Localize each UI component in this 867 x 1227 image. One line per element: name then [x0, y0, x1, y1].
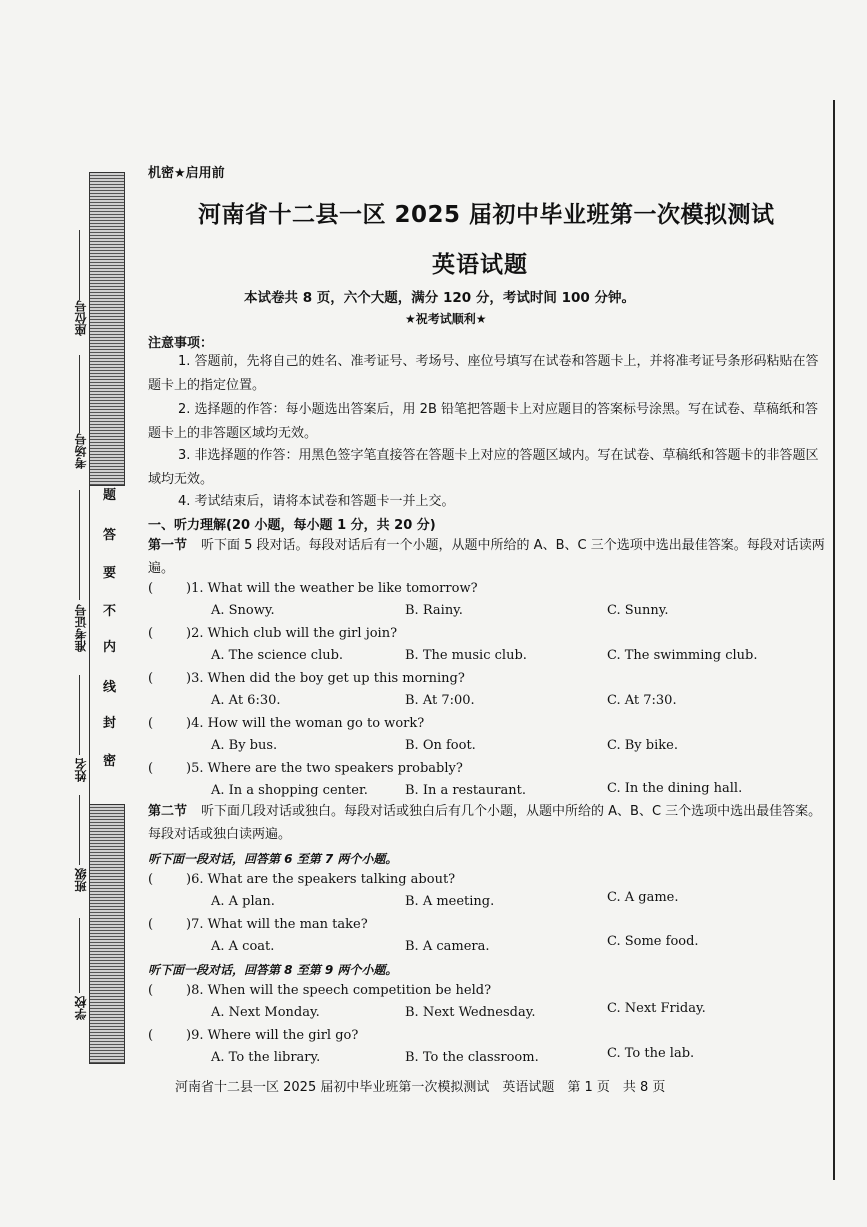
seal-char: 封 — [103, 716, 117, 731]
notice-item: 1. 答题前，先将自己的姓名、准考证号、考场号、座位号填写在试卷和答题卡上，并将准考证号条形码粘贴在答题卡上的指定位置。 — [148, 354, 819, 393]
class-label: 班级 — [74, 868, 88, 892]
section-text: 听下面几段对话或独白。每段对话或独白后有几个小题，从题中所给的 A、B、C 三个选项中选出最佳答案。每段对话或独白读两遍。 — [148, 804, 822, 842]
fill-line — [79, 918, 80, 993]
exam-title: 河南省十二县一区 2025 届初中毕业班第一次模拟测试 — [198, 202, 775, 228]
seal-char: 不 — [103, 604, 117, 619]
seal-char: 线 — [103, 680, 117, 695]
subject-title: 英语试题 — [432, 252, 528, 278]
option-b: B. On foot. — [405, 738, 476, 753]
notice-title: 注意事项： — [148, 336, 214, 351]
fill-line — [79, 490, 80, 600]
binding-line — [89, 484, 90, 804]
page-edge-line — [833, 100, 835, 1180]
section-label: 第二节 — [148, 804, 188, 819]
seal-char: 题 — [103, 488, 117, 503]
option-b: B. In a restaurant. — [405, 783, 526, 798]
question: ( )7. What will the man take? — [148, 917, 368, 932]
page-footer: 河南省十二县一区 2025 届初中毕业班第一次模拟测试 英语试题 第 1 页 共 8 页 — [175, 1080, 666, 1095]
section-text: 听下面 5 段对话。每段对话后有一个小题，从题中所给的 A、B、C 三个选项中选出最佳答案。每段对话读两遍。 — [148, 538, 825, 576]
seal-char: 答 — [103, 528, 117, 543]
option-c: C. Some food. — [607, 934, 699, 949]
option-c: C. The swimming club. — [607, 648, 758, 663]
seal-char: 要 — [103, 566, 117, 581]
option-c: C. By bike. — [607, 738, 678, 753]
option-a: A. The science club. — [211, 648, 344, 663]
question: ( )1. What will the weather be like tomorrow? — [148, 581, 478, 596]
school-label: 学校 — [74, 996, 88, 1020]
seal-char: 内 — [103, 640, 117, 655]
option-c: C. Next Friday. — [607, 1001, 706, 1016]
option-a: A. A coat. — [211, 939, 275, 954]
option-a: A. By bus. — [211, 738, 278, 753]
exam-id-label: 准考证号 — [74, 604, 88, 652]
option-b: B. To the classroom. — [405, 1050, 539, 1065]
question: ( )2. Which club will the girl join? — [148, 626, 398, 641]
section-label: 第一节 — [148, 538, 188, 553]
confidential-mark: 机密★启用前 — [148, 166, 225, 181]
option-b: B. A meeting. — [405, 894, 495, 909]
dialogue-instruction: 听下面一段对话，回答第 6 至第 7 两个小题。 — [148, 852, 398, 866]
notice-item: 3. 非选择题的作答：用黑色签字笔直接答在答题卡上对应的答题区域内。写在试卷、草稿纸和答题卡的非答题区域均无效。 — [148, 448, 819, 487]
option-a: A. At 6:30. — [211, 693, 281, 708]
good-luck-note: ★祝考试顺利★ — [405, 312, 487, 326]
dialogue-instruction: 听下面一段对话，回答第 8 至第 9 两个小题。 — [148, 963, 398, 977]
question: ( )6. What are the speakers talking about? — [148, 872, 456, 887]
option-c: C. At 7:30. — [607, 693, 677, 708]
option-c: C. A game. — [607, 890, 679, 905]
binding-hatch-top — [89, 172, 125, 486]
fill-line — [79, 230, 80, 300]
section-description — [148, 534, 828, 580]
seal-char: 密 — [103, 754, 117, 769]
notice-item: 4. 考试结束后，请将本试卷和答题卡一并上交。 — [178, 494, 455, 509]
option-a: A. In a shopping center. — [211, 783, 368, 798]
part-title: 一、听力理解(20 小题，每小题 1 分，共 20 分) — [148, 518, 436, 533]
name-label: 姓名 — [74, 758, 88, 782]
notice-item: 2. 选择题的作答：每小题选出答案后，用 2B 铅笔把答题卡上对应题目的答案标号涂黑。写在试卷、草稿纸和答题卡上的非答题区域均无效。 — [148, 402, 818, 441]
fill-line — [79, 355, 80, 433]
section-description — [148, 800, 828, 846]
option-a: A. Next Monday. — [211, 1005, 320, 1020]
question: ( )8. When will the speech competition be held? — [148, 983, 492, 998]
fill-line — [79, 675, 80, 755]
exam-info: 本试卷共 8 页，六个大题，满分 120 分，考试时间 100 分钟。 — [244, 290, 635, 306]
option-a: A. A plan. — [211, 894, 275, 909]
option-c: C. Sunny. — [607, 603, 669, 618]
room-number-label: 考场号 — [74, 433, 88, 469]
binding-hatch-bottom — [89, 804, 125, 1064]
option-b: B. At 7:00. — [405, 693, 475, 708]
fill-line — [79, 795, 80, 865]
question: ( )4. How will the woman go to work? — [148, 716, 425, 731]
option-c: C. In the dining hall. — [607, 781, 743, 796]
question: ( )5. Where are the two speakers probably? — [148, 761, 463, 776]
option-c: C. To the lab. — [607, 1046, 695, 1061]
option-a: A. To the library. — [211, 1050, 321, 1065]
question: ( )3. When did the boy get up this morning? — [148, 671, 465, 686]
option-b: B. The music club. — [405, 648, 527, 663]
option-b: B. A camera. — [405, 939, 490, 954]
option-b: B. Next Wednesday. — [405, 1005, 536, 1020]
seat-number-label: 座位号 — [74, 300, 88, 336]
option-b: B. Rainy. — [405, 603, 463, 618]
option-a: A. Snowy. — [211, 603, 275, 618]
question: ( )9. Where will the girl go? — [148, 1028, 359, 1043]
